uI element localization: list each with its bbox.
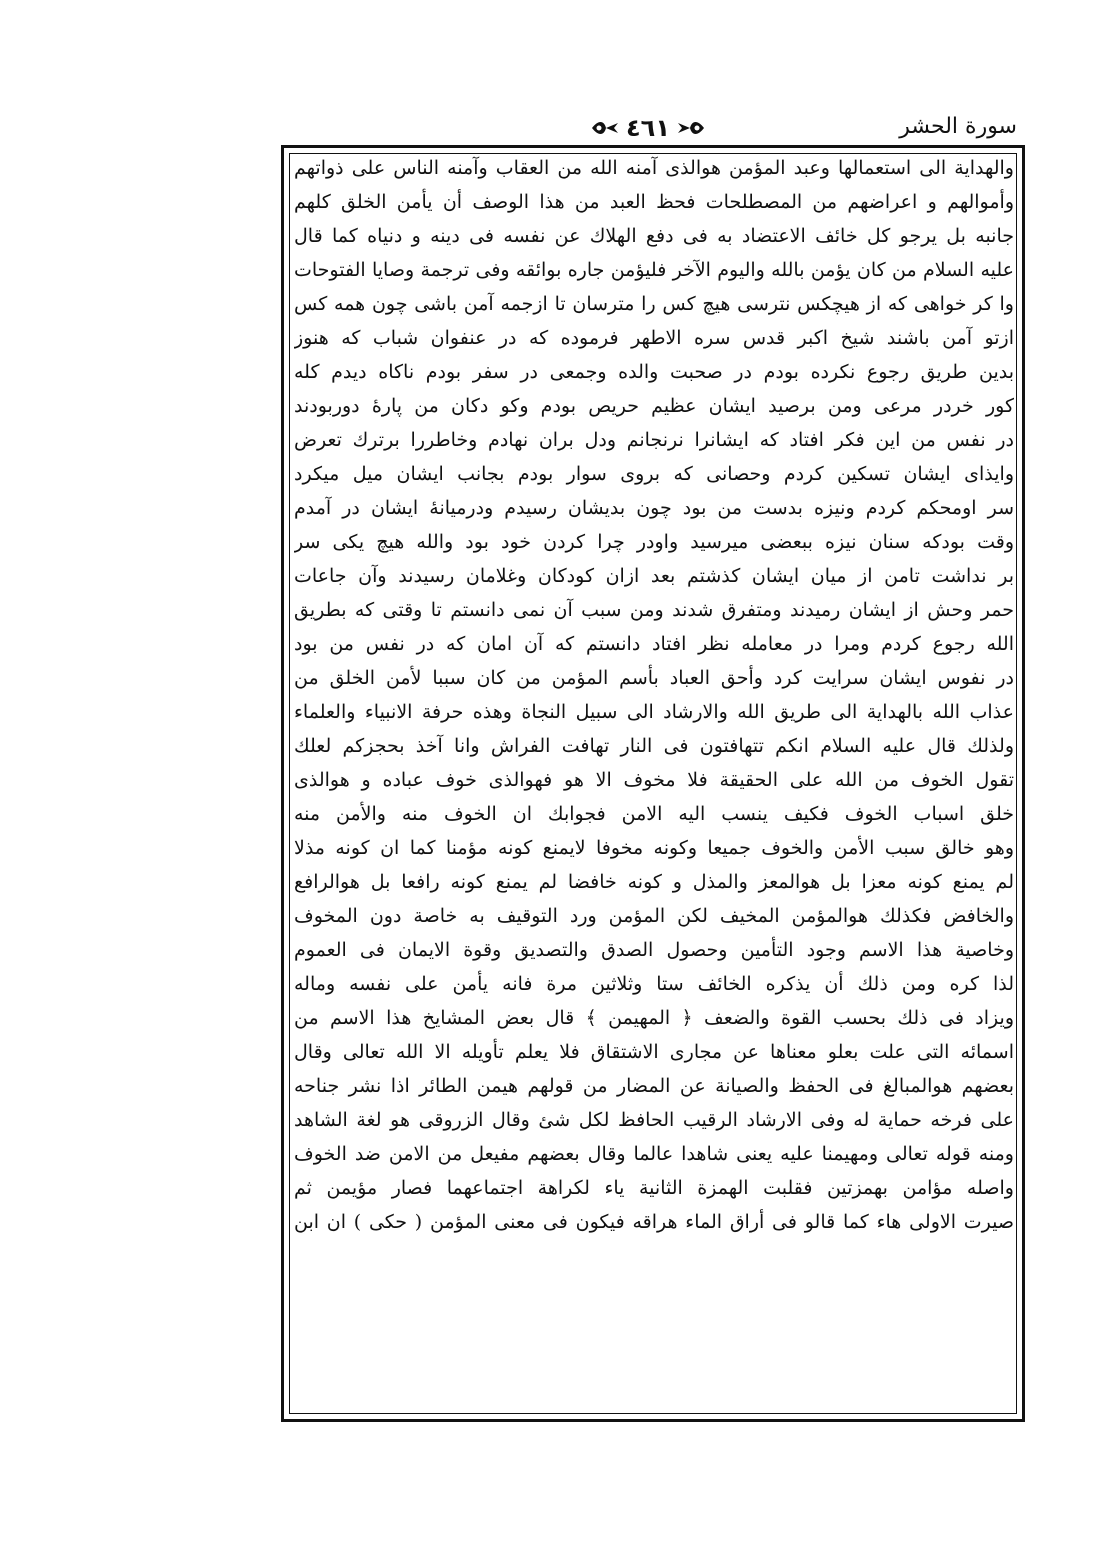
text-line: على فرخه حماية له وفى الارشاد الرقيب الحافظ لكل شئ وقال الزروقى هو لغة الشاهد [294,1109,1014,1131]
page-number: ٤٦١ [626,114,670,142]
text-line: در نفوس ايشان سرايت كرد وأحق العباد بأسم المؤمن من كان سببا لأمن الخلق من [294,667,1014,689]
text-line: بعضهم هوالمبالغ فى الحفظ والصيانة عن المضار من قولهم هيمن الطائر اذا نشر جناحه [294,1075,1014,1097]
ornament-icon [590,119,620,137]
text-line: ازتو آمن باشند شيخ اكبر قدس سره الاطهر فرموده كه در عنفوان شباب كه هنوز [294,327,1014,349]
text-line: جانبه بل يرجو كل خائف الاعتضاد به فى دفع الهلاك عن نفسه فى دينه و دنياه كما قال [294,225,1014,247]
text-line: كور خردر مرعى ومن برصيد ايشان عظيم حريص بودم وكو دكان من پارۀ دوربودند [294,395,1014,417]
text-line: وأموالهم و اعراضهم من المصطلحات فحظ العبد من هذا الوصف أن يأمن الخلق كلهم [294,191,1014,213]
page-header [283,112,1023,144]
text-line: ومنه قوله تعالى ومهيمنا عليه يعنى شاهدا عالما وقال بعضهم مفيعل من الامن ضد الخوف [294,1143,1014,1165]
text-line: تقول الخوف من الله على الحقيقة فلا مخوف الا هو فهوالذى خوف عباده و هوالذى [294,769,1014,791]
text-line: وايذاى ايشان تسكين كردم وحصانى كه بروى سوار بودم بجانب ايشان ميل ميكرد [294,463,1014,485]
text-line: وقت بودكه سنان نيزه ببعضى ميرسيد واودر چرا كردن خود بود والله هيچ يكى سر [294,531,1014,553]
text-line: وخاصية هذا الاسم وجود التأمين وحصول الصدق والتصديق وقوة الايمان فى العموم [294,939,1014,961]
text-line: عذاب الله بالهداية الى طريق الله والارشاد الى سبيل النجاة وهذه حرفة الانبياء والعلماء [294,701,1014,723]
text-line: ولذلك قال عليه السلام انكم تتهافتون فى النار تهافت الفراش وانا آخذ بحجزكم لعلك [294,735,1014,757]
text-line: ويزاد فى ذلك بحسب القوة والضعف ﴿ المهيمن ﴾ قال بعض المشايخ هذا الاسم من [294,1007,1014,1029]
text-line: سر اومحكم كردم ونيزه بدست من بود چون بديشان رسيدم ودرميانۀ ايشان در آمدم [294,497,1014,519]
text-line: عليه السلام من كان يؤمن بالله واليوم الآخر فليؤمن جاره بوائقه وفى ترجمة وصايا الفتوحات [294,259,1014,281]
text-line: واصله مؤامن بهمزتين فقلبت الهمزة الثانية ياء لكراهة اجتماعهما فصار مؤيمن ثم [294,1177,1014,1199]
text-line: الله رجوع كردم ومرا در معامله نظر افتاد دانستم كه آن امان كه در نفس من بود [294,633,1014,655]
ornament-icon [676,119,706,137]
text-line: صيرت الاولى هاء كما قالو فى أراق الماء هراقه فيكون فى معنى المؤمن ( حكى ) ان ابن [294,1211,1014,1233]
surah-title: سورة الحشر [899,114,1017,139]
text-line: اسمائه التى علت بعلو معناها عن مجارى الاشتقاق فلا يعلم تأويله الا الله تعالى وقال [294,1041,1014,1063]
text-line: وا كر خواهى كه از هيچكس نترسى هيچ كس را مترسان تا ازجمه آمن باشى چون همه كس [294,293,1014,315]
text-line: حمر وحش از ايشان رميدند ومتفرق شدند ومن سبب آن نمى دانستم تا وقتى كه بطريق [294,599,1014,621]
text-line: بر نداشت تامن از ميان ايشان كذشتم بعد ازان كودكان وغلامان رسيدند وآن جاعات [294,565,1014,587]
text-line: والخافض فكذلك هوالمؤمن المخيف لكن المؤمن ورد التوقيف به خاصة دون المخوف [294,905,1014,927]
text-line: وهو خالق سبب الأمن والخوف جميعا وكونه مخوفا لايمنع كونه مؤمنا كما ان كونه مذلا [294,837,1014,859]
text-line: خلق اسباب الخوف فكيف ينسب اليه الامن فجوابك ان الخوف منه والأمن منه [294,803,1014,825]
text-body [294,151,1014,1413]
text-line: والهداية الى استعمالها وعبد المؤمن هوالذى آمنه الله من العقاب وآمنه الناس على ذواتهم [294,157,1014,179]
text-line: بدين طريق رجوع نكرده بودم در صحبت والده وجمعى در سفر بودم ناكاه ديدم كله [294,361,1014,383]
text-line: لم يمنع كونه معزا بل هوالمعز والمذل و كونه خافضا لم يمنع كونه رافعا بل هوالرافع [294,871,1014,893]
text-line: لذا كره ومن ذلك أن يذكره الخائف ستا وثلاثين مرة فانه يأمن على نفسه وماله [294,973,1014,995]
page-number-group [573,112,723,144]
text-line: در نفس من اين فكر افتاد كه ايشانرا نرنجانم ودل بران نهادم وخاطررا برترك تعرض [294,429,1014,451]
